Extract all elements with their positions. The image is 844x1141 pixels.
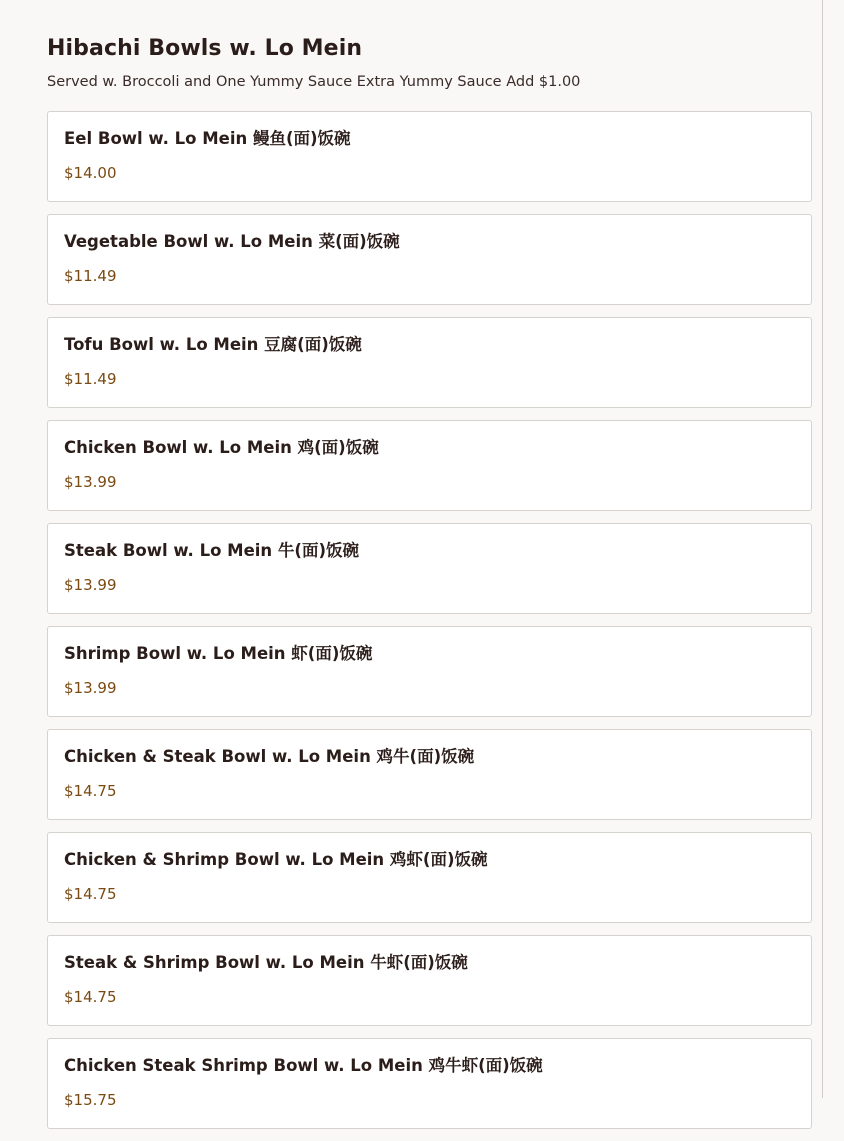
menu-item-price: $14.75 xyxy=(64,885,117,903)
menu-item-price: $13.99 xyxy=(64,679,117,697)
menu-item-price: $11.49 xyxy=(64,370,117,388)
menu-item-card[interactable] xyxy=(47,420,812,511)
menu-item-card[interactable] xyxy=(47,317,812,408)
menu-item-card[interactable] xyxy=(47,1038,812,1129)
menu-item-card[interactable] xyxy=(47,626,812,717)
section-title: Hibachi Bowls w. Lo Mein xyxy=(47,36,363,61)
menu-item-name: Eel Bowl w. Lo Mein 鳗鱼(面)饭碗 xyxy=(64,129,351,148)
section-description: Served w. Broccoli and One Yummy Sauce Extra Yummy Sauce Add $1.00 xyxy=(47,74,581,90)
menu-item-card[interactable] xyxy=(47,729,812,820)
menu-section-hibachi-bowls xyxy=(47,0,812,1141)
menu-item-name: Chicken & Steak Bowl w. Lo Mein 鸡牛(面)饭碗 xyxy=(64,747,475,766)
menu-item-card[interactable] xyxy=(47,214,812,305)
menu-item-card[interactable] xyxy=(47,111,812,202)
menu-item-list xyxy=(47,111,812,1129)
menu-item-price: $14.00 xyxy=(64,164,117,182)
menu-item-name: Steak & Shrimp Bowl w. Lo Mein 牛虾(面)饭碗 xyxy=(64,953,468,972)
menu-item-name: Chicken Bowl w. Lo Mein 鸡(面)饭碗 xyxy=(64,438,379,457)
menu-item-name: Shrimp Bowl w. Lo Mein 虾(面)饭碗 xyxy=(64,644,373,663)
menu-item-name: Steak Bowl w. Lo Mein 牛(面)饭碗 xyxy=(64,541,360,560)
menu-item-name: Vegetable Bowl w. Lo Mein 菜(面)饭碗 xyxy=(64,232,400,251)
menu-item-price: $11.49 xyxy=(64,267,117,285)
menu-item-name: Tofu Bowl w. Lo Mein 豆腐(面)饭碗 xyxy=(64,335,362,354)
menu-item-price: $13.99 xyxy=(64,473,117,491)
menu-item-price: $14.75 xyxy=(64,782,117,800)
page-divider xyxy=(822,0,823,1098)
menu-item-price: $14.75 xyxy=(64,988,117,1006)
menu-item-card[interactable] xyxy=(47,523,812,614)
menu-item-name: Chicken & Shrimp Bowl w. Lo Mein 鸡虾(面)饭碗 xyxy=(64,850,488,869)
menu-item-price: $13.99 xyxy=(64,576,117,594)
menu-item-card[interactable] xyxy=(47,832,812,923)
menu-item-price: $15.75 xyxy=(64,1091,117,1109)
menu-item-card[interactable] xyxy=(47,935,812,1026)
menu-item-name: Chicken Steak Shrimp Bowl w. Lo Mein 鸡牛虾(面)饭碗 xyxy=(64,1056,543,1075)
